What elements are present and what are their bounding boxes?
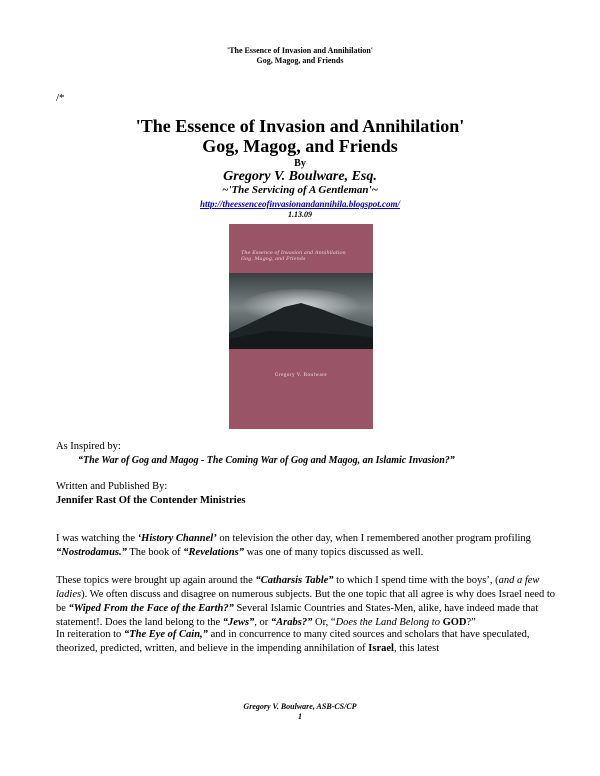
text-run: , this latest <box>393 643 440 654</box>
title-line1: 'The Essence of Invasion and Annihilation' <box>135 116 465 136</box>
title-author: Gregory V. Boulware, Esq. <box>223 169 377 184</box>
text-run: The book of <box>126 547 184 558</box>
cover-title-line2: Gog, Magog, and Friends <box>241 256 306 262</box>
emphasis-history-channel: ‘History Channel’ <box>137 533 217 544</box>
stray-mark: /* <box>56 92 65 104</box>
mountain-photo <box>229 273 373 349</box>
emphasis-revelations: “Revelations” <box>183 547 244 558</box>
text-run: ). We often discuss and disagree on numerous subjects. But the one topic that all agree is why does Israel need to be <box>56 589 556 614</box>
publisher-name: Jennifer Rast Of the Contender Ministries <box>56 495 246 506</box>
emphasis-god: GOD <box>442 617 467 628</box>
title-subtitle: ~'The Servicing of A Gentleman'~ <box>222 184 378 196</box>
emphasis-israel: Israel <box>368 643 394 654</box>
cover-title <box>241 250 361 262</box>
blog-link[interactable]: http://theessenceofinvasionandannihila.blogspot.com/ <box>199 199 401 209</box>
title-line2: Gog, Magog, and Friends <box>202 136 398 156</box>
cover-author: Gregory V. Boulware <box>274 373 328 378</box>
running-header-line1: 'The Essence of Invasion and Annihilation' <box>226 46 374 55</box>
text-run: These topics were brought up again around the <box>56 575 256 586</box>
title-by: By <box>294 158 306 169</box>
emphasis-nostrodamus: “Nostrodamus.” <box>56 547 127 558</box>
inspired-quote: “The War of Gog and Magog - The Coming War of Gog and Magog, an Islamic Invasion?” <box>78 455 455 466</box>
inspired-label: As Inspired by: <box>56 441 121 452</box>
paragraph-1 <box>56 532 556 560</box>
emphasis-catharsis-table: “Catharsis Table” <box>255 575 334 586</box>
running-header-line2: Gog, Magog, and Friends <box>256 56 344 65</box>
page-number: 1 <box>298 712 302 721</box>
title-url-line <box>0 199 600 210</box>
paragraph-2 <box>56 574 556 630</box>
text-run: I was watching the <box>56 533 138 544</box>
text-run: ?” <box>466 617 476 628</box>
emphasis-eye-of-cain: “The Eye of Cain,” <box>123 629 208 640</box>
emphasis-land-belong: Does the Land Belong to <box>335 617 440 628</box>
running-header <box>0 46 600 66</box>
cover-title-line1: The Essence of Invasion and Annihilation <box>241 250 346 256</box>
text-run: , or <box>254 617 271 628</box>
text-run: In reiteration to <box>56 629 124 640</box>
footer-author: Gregory V. Boulware, ASB-CS/CP <box>243 702 357 711</box>
text-run: Several Islamic Countries and States-Men, alike, have indeed made that statement!. Does the land belong to the <box>56 603 539 628</box>
text-run: Or, “ <box>312 617 336 628</box>
book-cover-image <box>229 224 373 429</box>
emphasis-jews: “Jews” <box>222 617 255 628</box>
emphasis-few-ladies: and a few ladies <box>56 575 540 600</box>
paragraph-3 <box>56 628 556 656</box>
title-date: 1.13.09 <box>288 210 312 219</box>
text-run: on television the other day, when I remembered another program profiling <box>216 533 531 544</box>
emphasis-arabs: “Arabs?” <box>270 617 313 628</box>
text-run: to which I spend time with the boys’, ( <box>333 575 499 586</box>
emphasis-wiped: “Wiped From the Face of the Earth?” <box>68 603 234 614</box>
text-run: was one of many topics discussed as well. <box>243 547 424 558</box>
published-label: Written and Published By: <box>56 481 168 492</box>
text-run: and in concurrence to many cited sources and scholars that have speculated, theorized, predicted, written, and believe in the impending annihilation of <box>56 629 530 654</box>
